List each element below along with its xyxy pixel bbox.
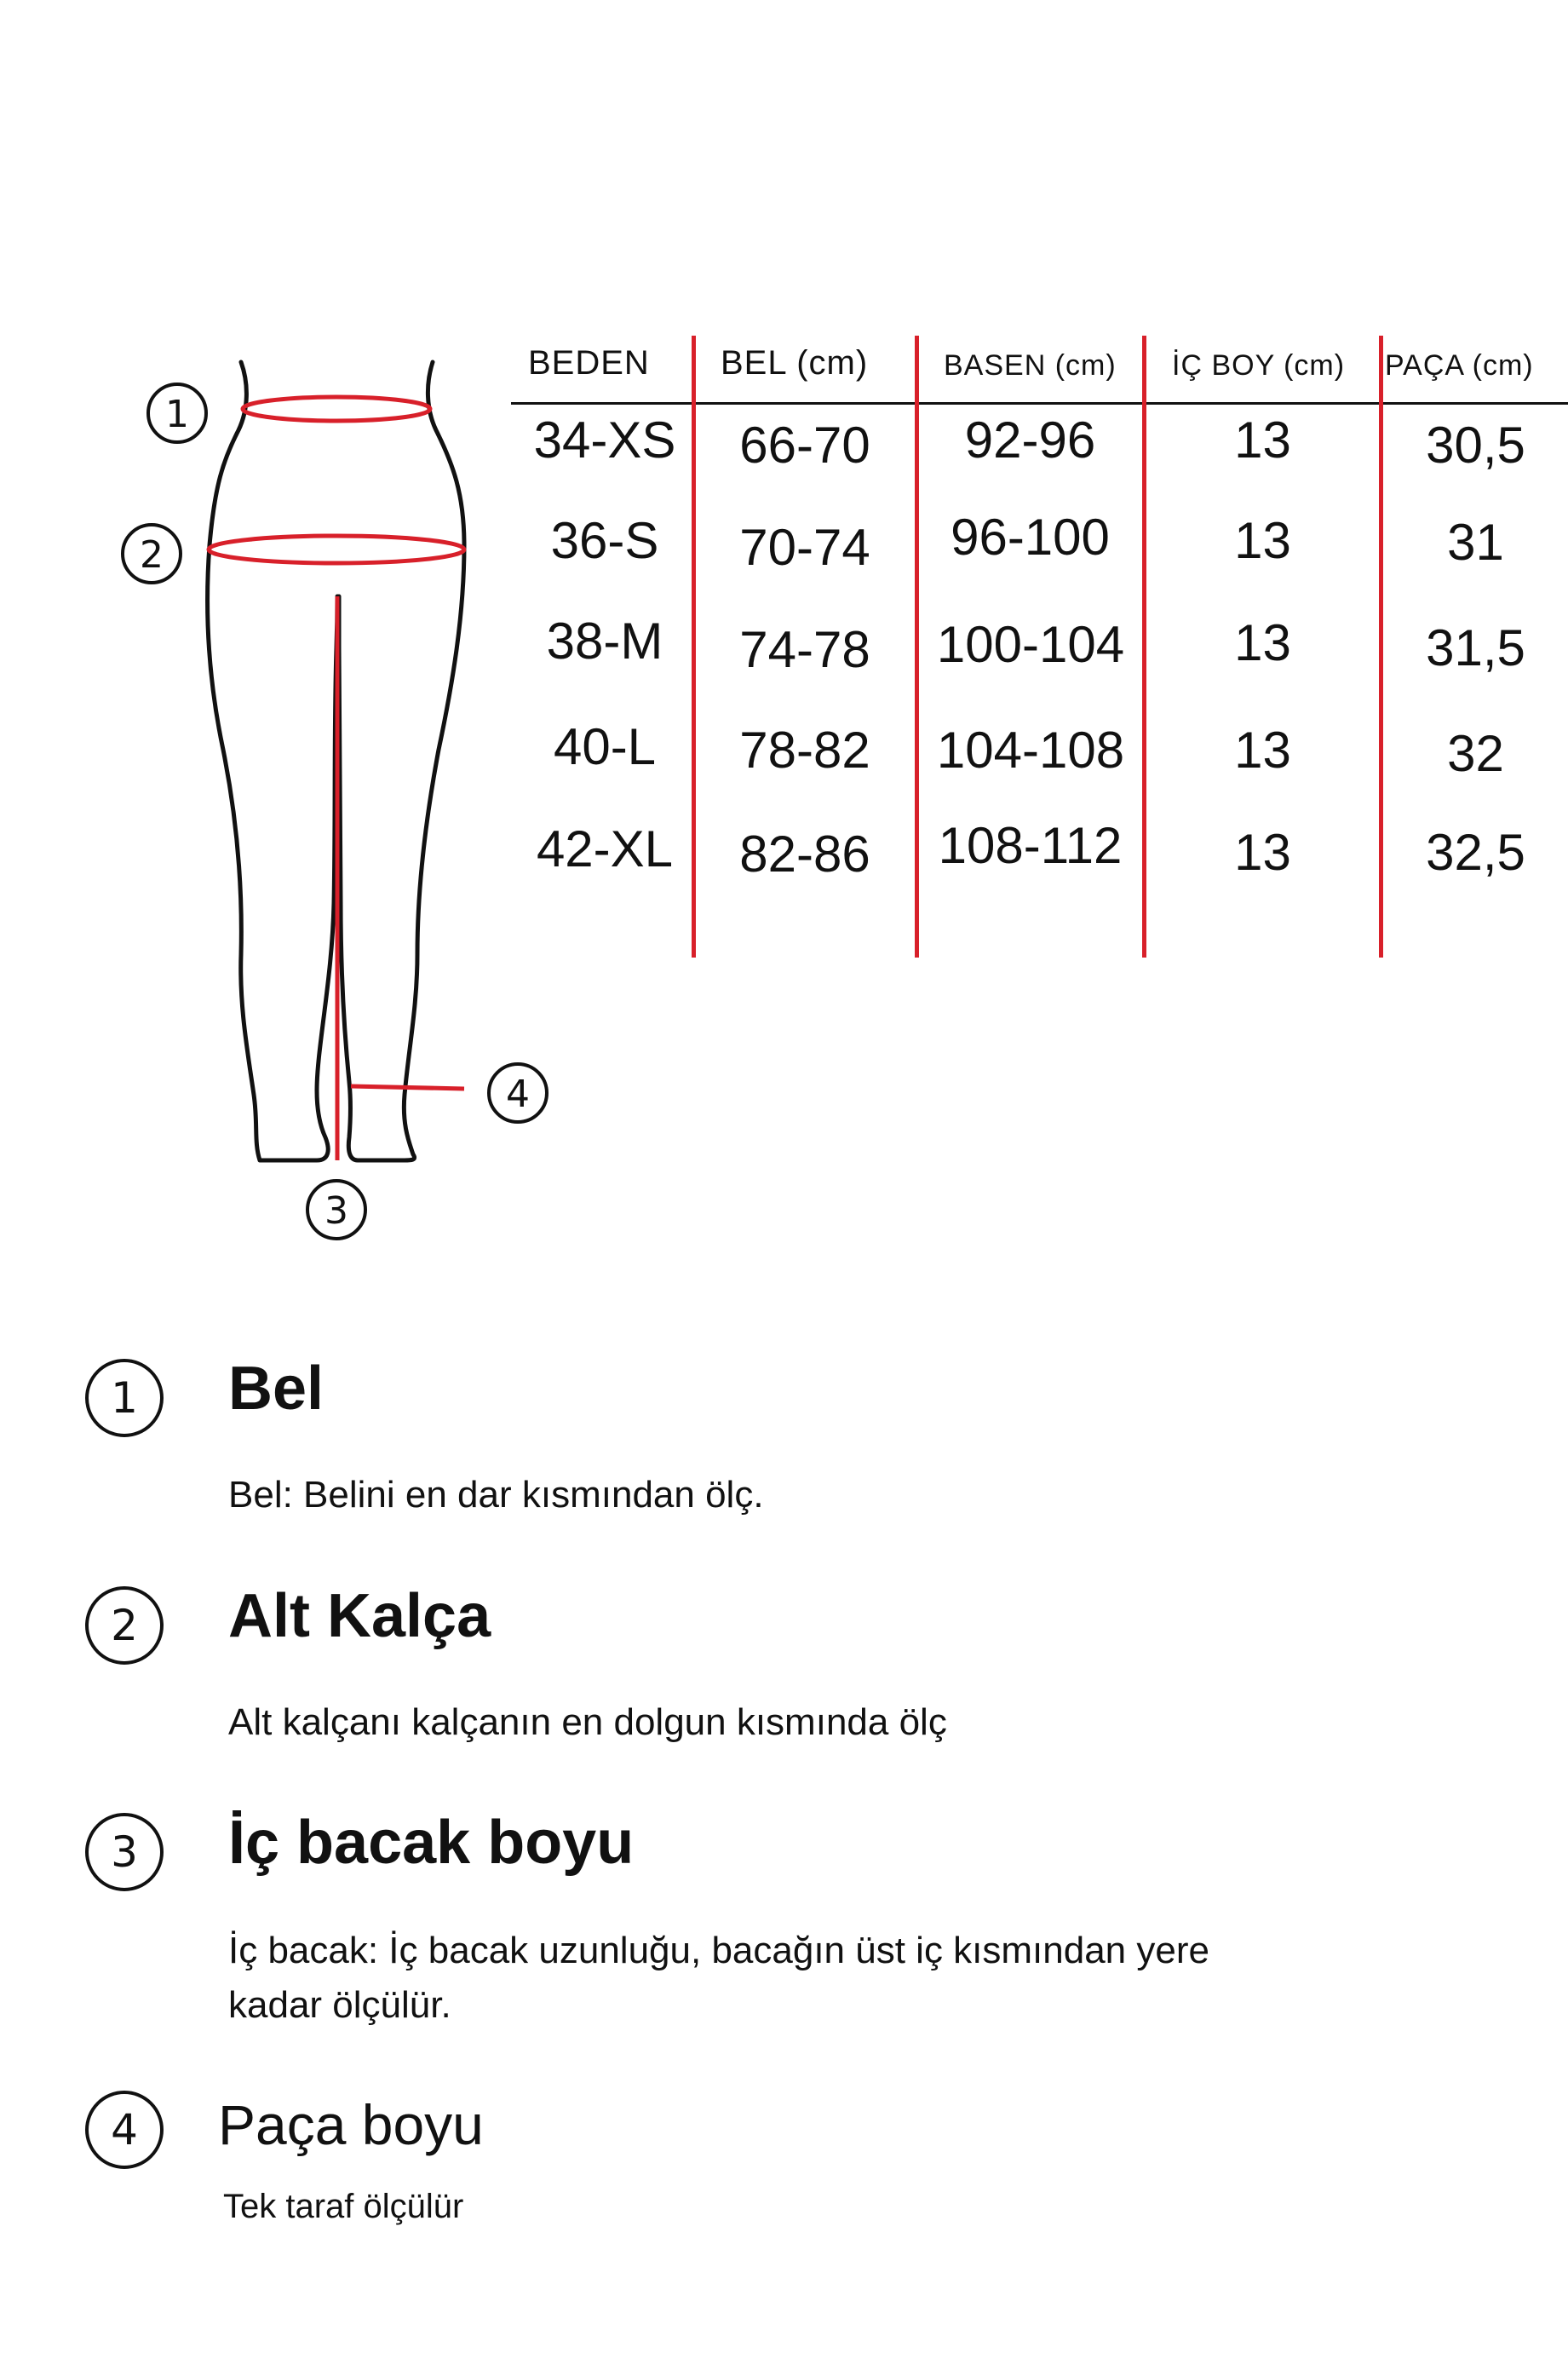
- cell-paca: 31,5: [1426, 619, 1525, 676]
- legend-number-3: 3: [85, 1813, 164, 1891]
- legend-title-hem: Paça boyu: [218, 2093, 484, 2156]
- leggings-diagram: [0, 0, 596, 1278]
- column-divider: [1379, 336, 1383, 958]
- cell-size: 36-S: [550, 512, 659, 569]
- right-leg-outline: [339, 362, 464, 1160]
- cell-paca: 32: [1447, 725, 1504, 782]
- size-table: [511, 332, 1568, 963]
- legend-desc-hip: Alt kalçanı kalçanın en dolgun kısmında ölç: [228, 1701, 947, 1743]
- cell-ic-boy: 13: [1234, 411, 1291, 469]
- cell-basen: 96-100: [951, 509, 1110, 566]
- cell-bel: 70-74: [739, 519, 870, 576]
- legend-desc-hem: Tek taraf ölçülür: [223, 2188, 464, 2225]
- cell-ic-boy: 13: [1234, 512, 1291, 569]
- column-divider: [692, 336, 696, 958]
- cell-ic-boy: 13: [1234, 614, 1291, 671]
- marker-number-4: 4: [506, 1073, 530, 1116]
- cell-paca: 31: [1447, 514, 1504, 571]
- cell-bel: 78-82: [739, 722, 870, 779]
- cell-size: 40-L: [553, 718, 657, 775]
- header-bel: BEL (cm): [721, 344, 869, 382]
- waist-measure-line: [243, 397, 430, 421]
- header-divider: [511, 402, 1568, 405]
- legend-desc-inseam-line2: kadar ölçülür.: [228, 1984, 451, 2026]
- cell-basen: 108-112: [938, 817, 1123, 874]
- marker-number-2: 2: [140, 533, 164, 577]
- legend-title-hip: Alt Kalça: [228, 1582, 491, 1650]
- cell-size: 38-M: [546, 613, 663, 670]
- cell-paca: 32,5: [1426, 824, 1525, 881]
- legend-desc-waist: Bel: Belini en dar kısmından ölç.: [228, 1474, 764, 1516]
- header-paca: PAÇA (cm): [1385, 349, 1534, 382]
- cell-basen: 104-108: [936, 722, 1125, 779]
- legend-number-4: 4: [85, 2091, 164, 2169]
- legend-number-1: 1: [85, 1359, 164, 1437]
- cell-bel: 82-86: [739, 826, 870, 883]
- column-divider: [1142, 336, 1146, 958]
- header-basen: BASEN (cm): [944, 349, 1117, 382]
- cell-basen: 100-104: [936, 616, 1125, 673]
- legend-title-inseam: İç bacak boyu: [228, 1809, 635, 1877]
- header-ic-boy: İÇ BOY (cm): [1172, 349, 1346, 382]
- header-beden: BEDEN: [528, 344, 650, 382]
- cell-basen: 92-96: [964, 411, 1096, 469]
- left-leg-outline: [208, 362, 337, 1160]
- marker-number-1: 1: [165, 393, 189, 436]
- cell-bel: 74-78: [739, 621, 870, 678]
- legend-desc-inseam: İç bacak: İç bacak uzunluğu, bacağın üst iç kısmından yere: [228, 1930, 1209, 1971]
- cell-ic-boy: 13: [1234, 722, 1291, 779]
- legend-title-waist: Bel: [228, 1355, 325, 1423]
- cell-size: 42-XL: [536, 820, 674, 877]
- hem-measure-line: [351, 1086, 464, 1089]
- cell-bel: 66-70: [739, 417, 870, 474]
- legend-number-2: 2: [85, 1586, 164, 1665]
- marker-number-3: 3: [325, 1189, 348, 1233]
- cell-size: 34-XS: [533, 411, 676, 469]
- cell-ic-boy: 13: [1234, 824, 1291, 881]
- column-divider: [915, 336, 919, 958]
- cell-paca: 30,5: [1426, 417, 1525, 474]
- hip-measure-line: [209, 536, 464, 563]
